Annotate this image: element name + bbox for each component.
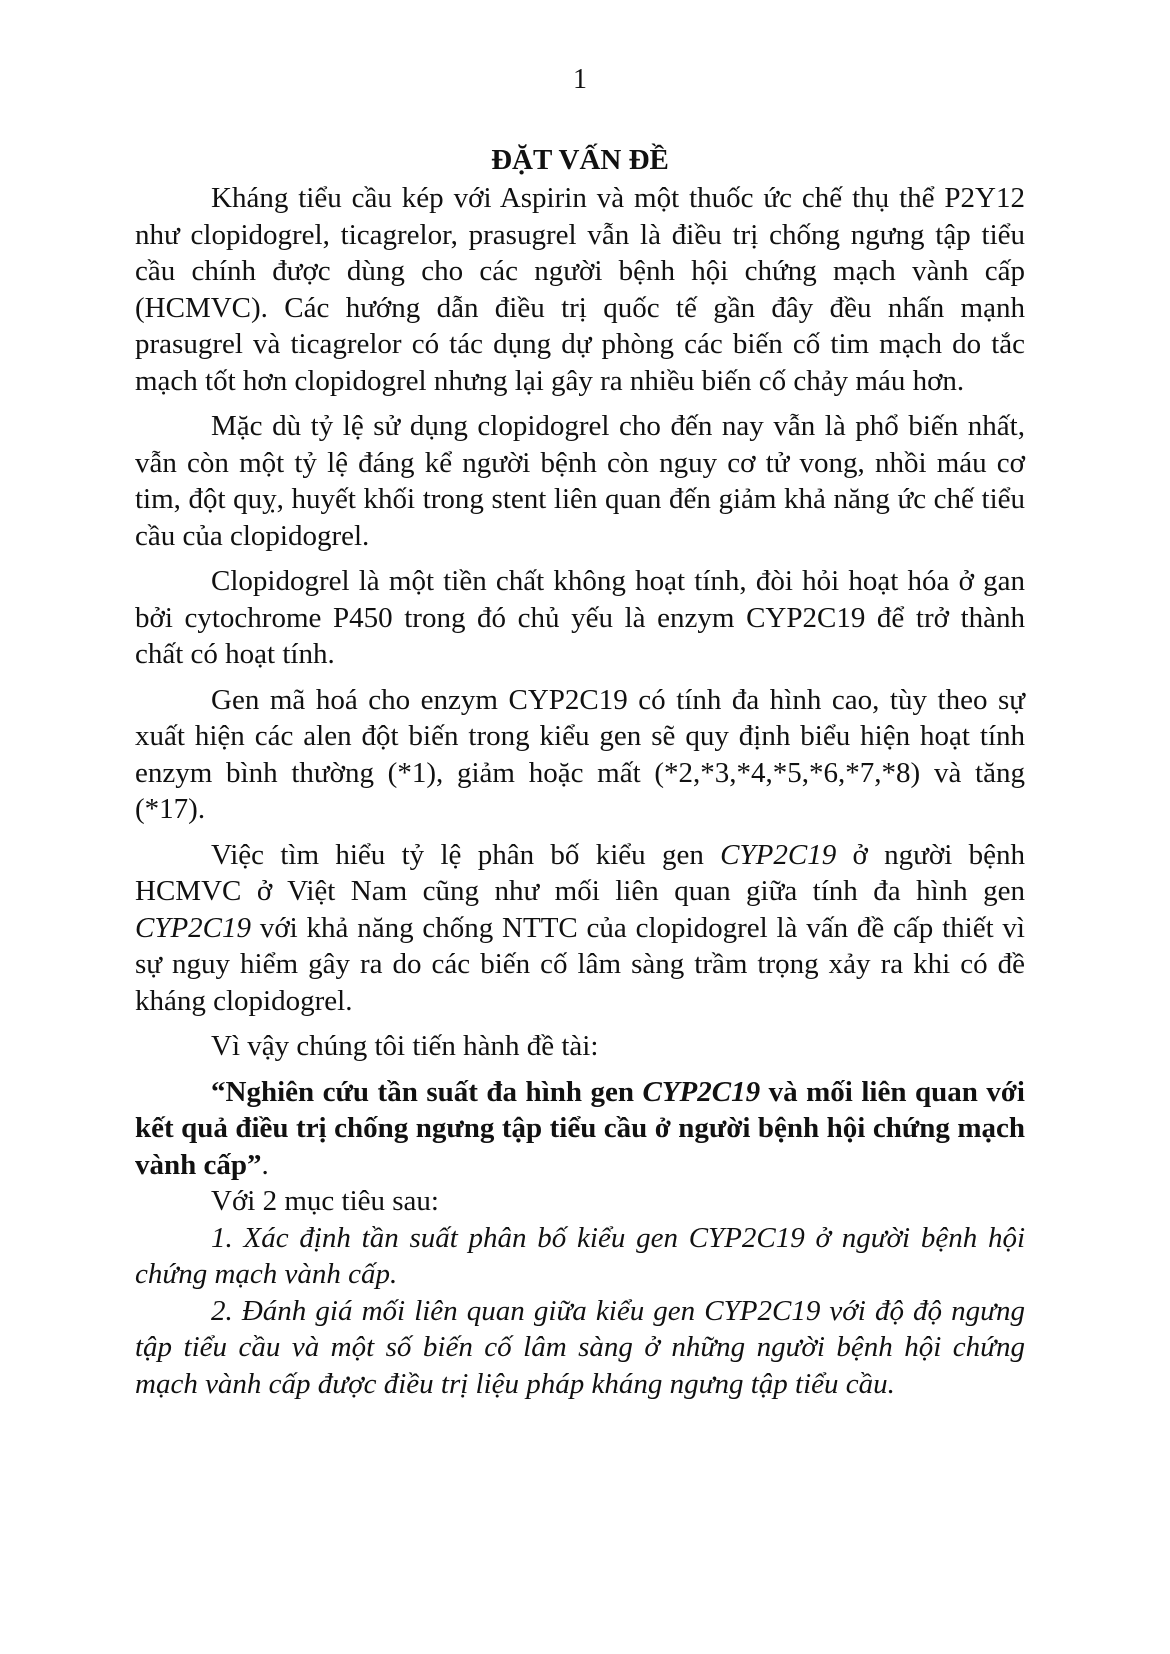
gene-name: CYP2C19 [135,911,252,944]
research-title [135,1074,1025,1184]
paragraph-1: Kháng tiểu cầu kép với Aspirin và một thuốc ức chế thụ thể P2Y12 như clopidogrel, ticagrelor, prasugrel vẫn là điều trị chống ngưng tập tiểu cầu chính được dùng cho các người bệnh hội chứng mạch vành cấp (HCMVC). Các hướng dẫn điều trị quốc tế gần đây đều nhấn mạnh prasugrel và ticagrelor có tác dụng dự phòng các biến cố tim mạch do tắc mạch tốt hơn clopidogrel nhưng lại gây ra nhiều biến cố chảy máu hơn. [135,182,1025,397]
paragraph-3: Clopidogrel là một tiền chất không hoạt tính, đòi hỏi hoạt hóa ở gan bởi cytochrome P450 trong đó chủ yếu là enzym CYP2C19 để trở thành chất có hoạt tính. [135,565,1025,670]
section-heading: ĐẶT VẤN ĐỀ [491,144,669,176]
gene-name: CYP2C19 [642,1075,761,1108]
page-number: 1 [573,64,587,95]
research-title-text-b: và mối liên quan với kết quả điều trị chống ngưng tập tiểu cầu ở người bệnh hội chứng mạch vành cấp” [135,1075,1025,1181]
paragraph-5-text-c: với khả năng chống NTTC của clopidogrel là vấn đề cấp thiết vì sự nguy hiểm gây ra do các biến cố lâm sàng trầm trọng xảy ra khi có đề kháng clopidogrel. [135,911,1025,1017]
gene-name: CYP2C19 [720,838,837,871]
objective-2: 2. Đánh giá mối liên quan giữa kiểu gen CYP2C19 với độ độ ngưng tập tiểu cầu và một số biến cố lâm sàng ở những người bệnh hội chứng mạch vành cấp được điều trị liệu pháp kháng ngưng tập tiểu cầu. [135,1294,1025,1400]
objectives-intro: Với 2 mục tiêu sau: [211,1185,439,1217]
research-title-text-a: “Nghiên cứu tần suất đa hình gen [211,1075,643,1108]
paragraph-6: Vì vậy chúng tôi tiến hành đề tài: [211,1030,599,1062]
paragraph-5-text-b: ở người bệnh HCMVC ở Việt Nam cũng như mối liên quan giữa tính đa hình gen [135,838,1025,907]
paragraph-4: Gen mã hoá cho enzym CYP2C19 có tính đa hình cao, tùy theo sự xuất hiện các alen đột biến trong kiểu gen sẽ quy định biểu hiện hoạt tính enzym bình thường (*1), giảm hoặc mất (*2,*3,*4,*5,*6,*7,*8) và tăng (*17). [135,683,1025,825]
paragraph-2: Mặc dù tỷ lệ sử dụng clopidogrel cho đến nay vẫn là phổ biến nhất, vẫn còn một tỷ lệ đáng kể người bệnh còn nguy cơ tử vong, nhồi máu cơ tim, đột quỵ, huyết khối trong stent liên quan đến giảm khả năng ức chế tiểu cầu của clopidogrel. [135,410,1025,552]
paragraph-5 [135,837,1025,1020]
research-title-period: . [261,1148,269,1181]
page-content [135,60,1025,1402]
objective-1: 1. Xác định tần suất phân bố kiểu gen CYP2C19 ở người bệnh hội chứng mạch vành cấp. [135,1221,1025,1290]
paragraph-5-text-a: Việc tìm hiểu tỷ lệ phân bố kiểu gen [211,838,721,871]
